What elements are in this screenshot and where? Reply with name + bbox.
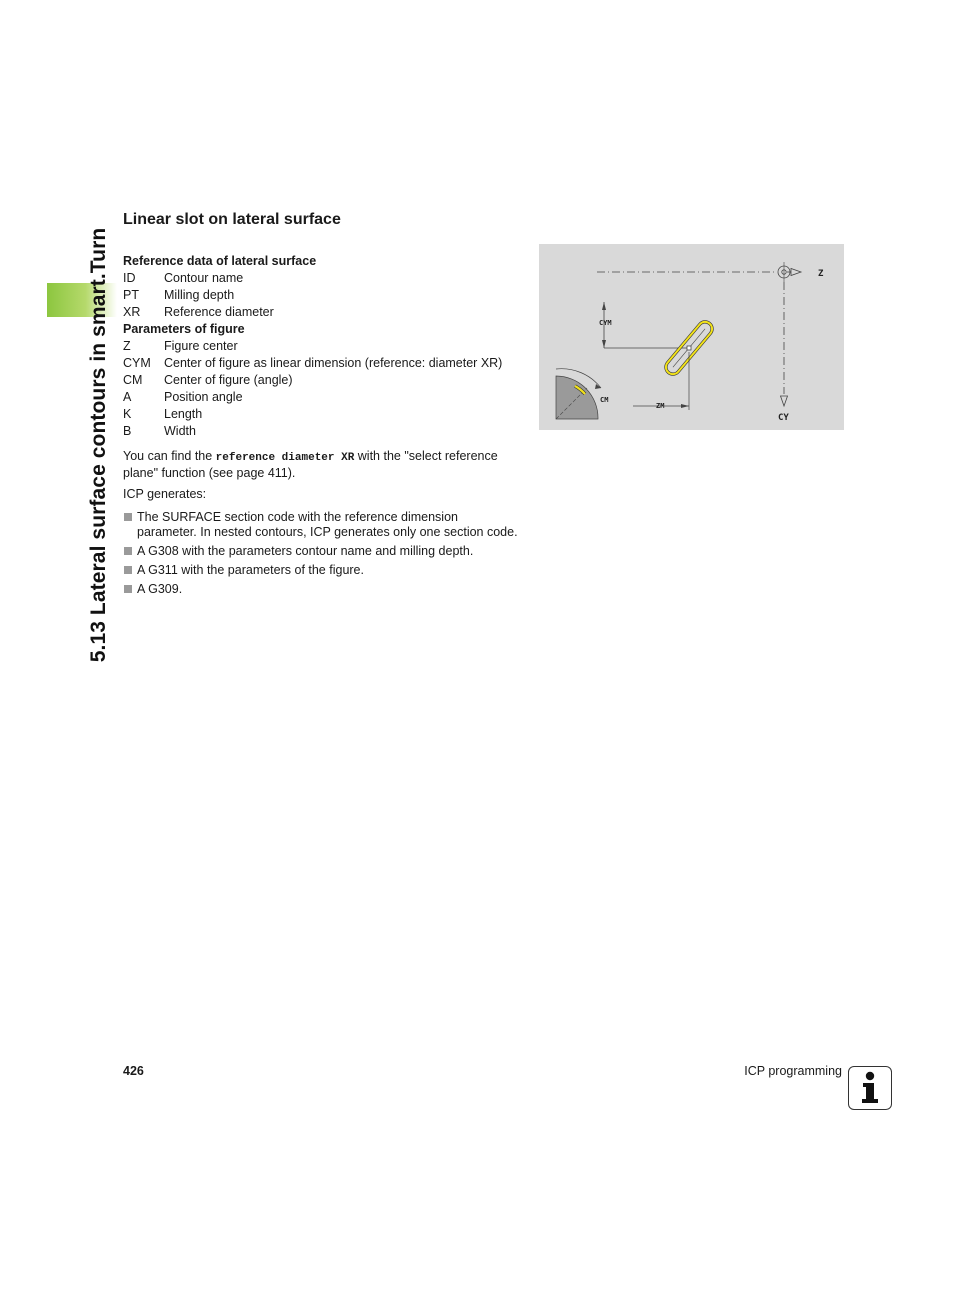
param-key: PT <box>123 288 139 302</box>
param-key: A <box>123 390 132 404</box>
note-code: reference diameter XR <box>215 452 355 464</box>
param-row <box>123 304 502 321</box>
section-heading: Linear slot on lateral surface <box>123 211 341 228</box>
slot-diagram-svg <box>539 244 844 430</box>
zm-label: ZM <box>656 402 665 410</box>
cym-arrow-bottom-icon <box>602 340 606 348</box>
param-desc: Milling depth <box>164 288 235 302</box>
note-suffix: with the "select reference plane" function (see page 411). <box>123 449 498 480</box>
bullet-square-icon <box>124 547 132 555</box>
param-key: B <box>123 424 132 438</box>
z-axis-label: Z <box>818 269 824 279</box>
cy-arrow-icon <box>781 396 788 406</box>
info-icon <box>848 1066 892 1110</box>
info-glyph-icon <box>849 1067 890 1108</box>
param-key: CM <box>123 373 143 387</box>
param-row <box>123 270 502 287</box>
cym-arrow-top-icon <box>602 302 606 310</box>
page-number: 426 <box>123 1064 144 1078</box>
footer-label: ICP programming <box>744 1064 842 1078</box>
param-key: CYM <box>123 356 151 370</box>
bullet-square-icon <box>124 566 132 574</box>
list-item <box>123 510 518 539</box>
param-key: K <box>123 407 132 421</box>
cym-label: CYM <box>599 319 612 327</box>
param-row <box>123 389 502 406</box>
group-title-reference: Reference data of lateral surface <box>123 254 317 268</box>
param-row <box>123 338 502 355</box>
param-row <box>123 355 502 372</box>
slot-center-marker <box>687 346 691 350</box>
cy-axis-label: CY <box>778 413 789 423</box>
list-item <box>123 563 518 578</box>
param-row <box>123 423 502 440</box>
param-desc: Figure center <box>164 339 238 353</box>
bullet-text: A G311 with the parameters of the figure. <box>137 562 364 577</box>
param-desc: Reference diameter <box>164 305 274 319</box>
z-arrow-icon <box>791 269 801 276</box>
param-key: XR <box>123 305 141 319</box>
param-row <box>123 406 502 423</box>
param-desc: Center of figure as linear dimension (reference: diameter XR) <box>164 356 503 370</box>
slot-diagram <box>539 244 844 430</box>
param-desc: Width <box>164 424 196 438</box>
reference-note <box>123 449 518 481</box>
zm-arrow-icon <box>681 404 689 408</box>
generates-label: ICP generates: <box>123 487 207 501</box>
bullet-square-icon <box>124 585 132 593</box>
bullet-text: A G309. <box>137 581 183 596</box>
param-key: ID <box>123 271 136 285</box>
bullet-text: A G308 with the parameters contour name and milling depth. <box>137 543 474 558</box>
param-row <box>123 372 502 389</box>
note-prefix: You can find the <box>123 449 216 463</box>
bullet-text: The SURFACE section code with the reference dimension parameter. In nested contours, ICP generates only one section code. <box>137 510 518 539</box>
param-row <box>123 287 502 304</box>
param-desc: Contour name <box>164 271 244 285</box>
param-desc: Position angle <box>164 390 243 404</box>
param-desc: Length <box>164 407 203 421</box>
cm-label: CM <box>600 396 609 404</box>
chapter-title: 5.13 Lateral surface contours in smart.Turn <box>87 227 110 663</box>
param-desc: Center of figure (angle) <box>164 373 293 387</box>
group-title-figure: Parameters of figure <box>123 322 245 336</box>
bullet-square-icon <box>124 513 132 521</box>
list-item <box>123 582 518 597</box>
parameter-list <box>123 253 502 440</box>
bullet-list <box>123 510 518 601</box>
param-key: Z <box>123 339 131 353</box>
list-item <box>123 544 518 559</box>
